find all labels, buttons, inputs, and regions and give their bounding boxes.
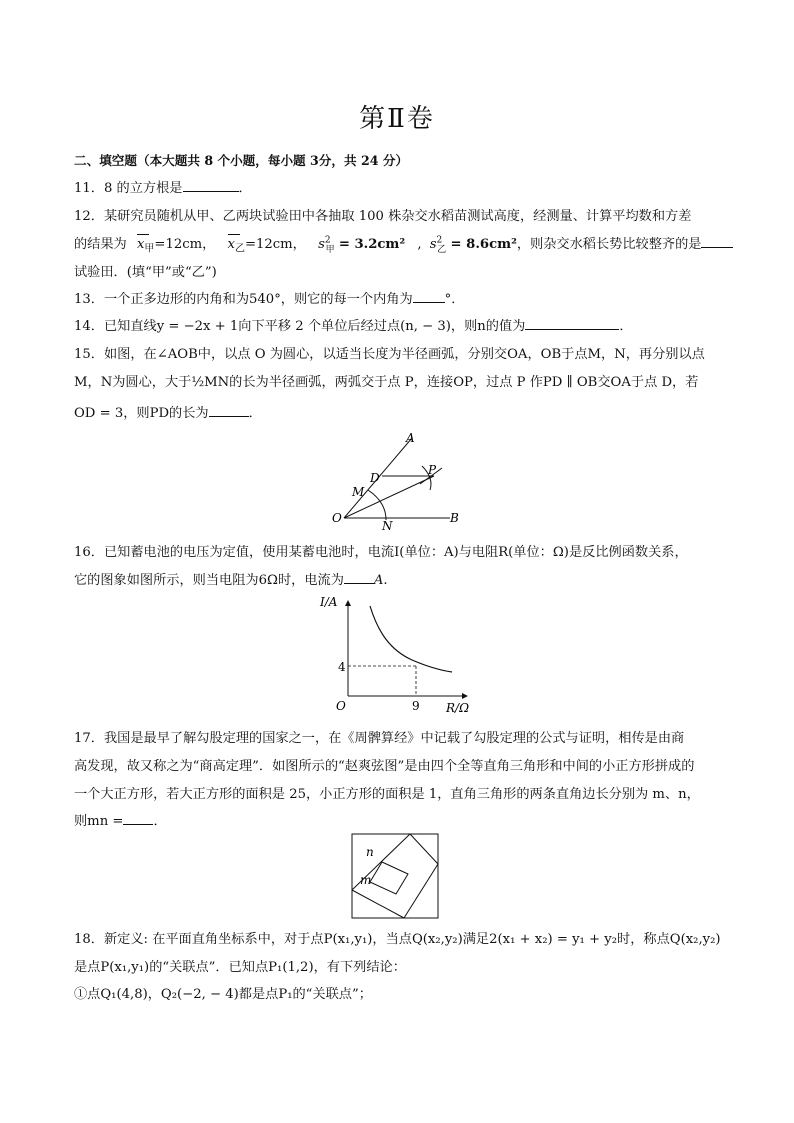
q16-line2-text: 它的图象如图所示，则当电阻为6Ω时，电流为 bbox=[74, 573, 344, 588]
q11-end: ． bbox=[238, 181, 252, 196]
q13-end: °． bbox=[444, 292, 465, 307]
q15-end: ． bbox=[248, 406, 262, 421]
q14-end: ． bbox=[619, 319, 633, 334]
q12-line3: 试验田．(填“甲”或“乙”) bbox=[74, 265, 217, 280]
x-axis-arrow bbox=[462, 693, 468, 699]
label-m: m bbox=[360, 873, 372, 887]
q16-line2 bbox=[74, 569, 734, 588]
question-13 bbox=[74, 288, 734, 307]
x-tick-9: 9 bbox=[412, 699, 420, 713]
label-o: O bbox=[332, 511, 342, 525]
answer-blank-11[interactable] bbox=[183, 179, 239, 192]
var-yi: = 8.6cm² bbox=[450, 237, 517, 252]
label-m: M bbox=[352, 485, 365, 499]
answer-blank-16[interactable] bbox=[344, 571, 374, 584]
label-d: D bbox=[370, 471, 380, 485]
q16-figure bbox=[318, 592, 478, 716]
q15-line1: 15．如图，在∠AOB中，以点 O 为圆心，以适当长度为半径画弧，分别交OA，OB于点M，N，再分别以点 bbox=[74, 347, 705, 362]
q12-line2: 的结果为 $x_甲=12cm$， $x_乙=12cm$， $s^2_甲 = 3.2cm^2$ , $s^2_乙 = 8.6cm^2$，则杂交水稻长势比较整齐的是 bbox=[74, 233, 734, 255]
q18-line3: ①点Q₁(4,8)，Q₂(−2, − 4)都是点P₁的“关联点”； bbox=[74, 987, 372, 1002]
y-tick-4: 4 bbox=[338, 660, 346, 674]
answer-blank-15[interactable] bbox=[209, 404, 249, 417]
answer-blank-17[interactable] bbox=[123, 812, 153, 825]
sub-jia: 甲 bbox=[144, 243, 155, 255]
answer-blank-14[interactable] bbox=[525, 317, 619, 330]
q13-text: 13．一个正多边形的内角和为540°，则它的每一个内角为 bbox=[74, 292, 413, 307]
q12-line2-start: 的结果为 bbox=[74, 237, 127, 252]
q17-line4 bbox=[74, 810, 734, 829]
q15-line2: M，N为圆心，大于½MN的长为半径画弧，两弧交于点 P，连接OP，过点 P 作PD ∥ OB交OA于点 D，若 bbox=[74, 375, 699, 390]
var-jia: = 3.2cm² bbox=[338, 237, 406, 252]
s2-jia: s bbox=[318, 237, 325, 252]
label-b: B bbox=[450, 511, 459, 525]
answer-blank-13[interactable] bbox=[413, 290, 445, 303]
label-a: A bbox=[406, 431, 415, 445]
q11-text: 11．8 的立方根是 bbox=[74, 181, 183, 196]
q18-line2: 是点P(x₁,y₁)的“关联点”．已知点P₁(1,2)，有下列结论： bbox=[74, 960, 406, 975]
q17-line2: 高发现，故又称之为“商高定理”．如图所示的“赵爽弦图”是由四个全等直角三角形和中间的小正方形拼成的 bbox=[74, 759, 695, 774]
sub-yi: 乙 bbox=[234, 243, 245, 255]
origin-label: O bbox=[336, 699, 346, 713]
q17-end: ． bbox=[153, 814, 167, 829]
q17-line1: 17．我国是最早了解勾股定理的国家之一，在《周髀算经》中记载了勾股定理的公式与证明，相传是由商 bbox=[74, 731, 685, 746]
label-p: P bbox=[428, 463, 437, 477]
xbar-yi: x bbox=[227, 237, 235, 252]
q17-line4-text: 则mn = bbox=[74, 814, 124, 829]
q18-line1: 18．新定义: 在平面直角坐标系中，对于点P(x₁,y₁)，当点Q(x₂,y₂)满足2(x₁ + x₂) = y₁ + y₂时，称点Q(x₂,y₂) bbox=[74, 932, 721, 947]
answer-blank-12[interactable] bbox=[701, 235, 733, 248]
y-axis-arrow bbox=[345, 600, 351, 606]
section-heading: 二、填空题（本大题共 8 个小题，每小题 3分，共 24 分） bbox=[74, 153, 409, 168]
q17-figure bbox=[350, 832, 444, 922]
s2-yi: s bbox=[429, 237, 437, 252]
q12-val2: =12cm， bbox=[244, 237, 306, 252]
y-axis-label: I/A bbox=[320, 595, 338, 609]
q14-text: 14．已知直线y = −2x + 1向下平移 2 个单位后经过点(n, − 3)，则n的值为 bbox=[74, 319, 526, 334]
question-14 bbox=[74, 315, 734, 334]
q12-line2-end: ，则杂交水稻长势比较整齐的是 bbox=[516, 237, 702, 252]
label-n: N bbox=[382, 519, 393, 530]
q15-line3 bbox=[74, 402, 734, 421]
q12-val1: =12cm， bbox=[154, 237, 216, 252]
xbar-jia: x bbox=[136, 237, 145, 252]
label-n: n bbox=[366, 845, 374, 859]
question-11 bbox=[74, 177, 734, 196]
x-axis-label: R/Ω bbox=[446, 701, 470, 715]
q17-line3: 一个大正方形，若大正方形的面积是 25，小正方形的面积是 1，直角三角形的两条直角边长分别为 m、n， bbox=[74, 787, 700, 802]
inverse-curve bbox=[370, 606, 452, 672]
q16-line1: 16．已知蓄电池的电压为定值，使用某蓄电池时，电流I(单位：A)与电阻R(单位：Ω)是反比例函数关系， bbox=[74, 545, 688, 560]
q15-line3-text: OD = 3，则PD的长为 bbox=[74, 406, 209, 421]
q16-end: A. bbox=[373, 573, 388, 588]
q12-line1: 12．某研究员随机从甲、乙两块试验田中各抽取 100 株杂交水稻苗测试高度，经测量、计算平均数和方差 bbox=[74, 209, 692, 224]
page-title: 第Ⅱ卷 bbox=[359, 104, 435, 134]
q15-figure bbox=[326, 428, 466, 530]
